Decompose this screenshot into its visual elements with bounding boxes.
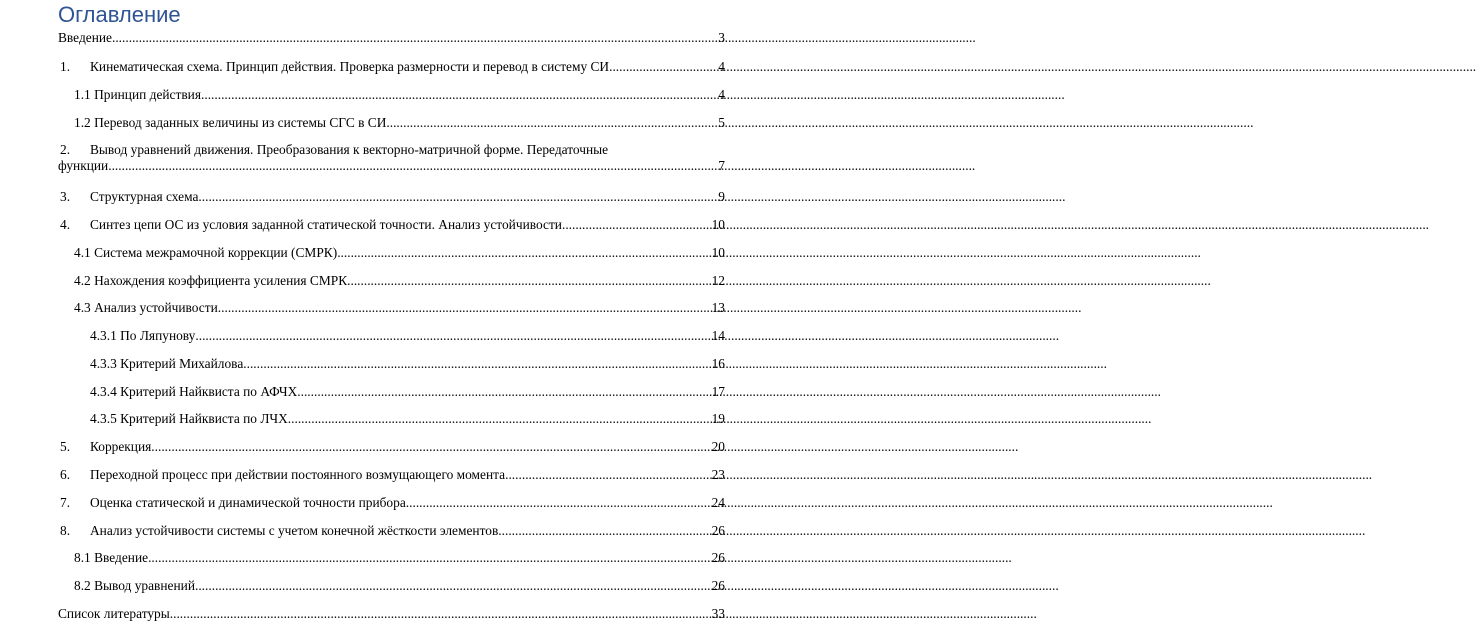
toc-leader-dots (243, 356, 711, 372)
toc-entry-page: 7 (718, 158, 725, 173)
toc-entry-page: 3 (718, 30, 725, 45)
toc-entry-text: 4.1 Система межрамочной коррекции (СМРК) (74, 245, 338, 260)
toc-leader-dots (173, 606, 712, 622)
toc-entry-text: Кинематическая схема. Принцип действия. Проверка размерности и перевод в систему СИ. (90, 59, 613, 74)
toc-leader-dots (112, 158, 719, 174)
toc-entry-section-8-2[interactable] (74, 578, 725, 594)
toc-entry-text: 4.3 Анализ устойчивости (74, 300, 218, 315)
toc-entry-section-8-1[interactable] (74, 550, 725, 566)
toc-entry-text-continued: функции. (58, 158, 112, 173)
toc-entry-number: 5. (60, 439, 71, 454)
toc-leader-dots (112, 30, 718, 46)
toc-entry-page: 10 (711, 245, 725, 260)
toc-leader-dots (508, 467, 711, 483)
toc-entry-text: Коррекция. (90, 439, 155, 454)
toc-entry-section-4-3-5[interactable] (90, 411, 725, 427)
toc-entry-section-4-3-1[interactable] (90, 328, 725, 344)
toc-entry-text: 8.1 Введение (74, 550, 149, 565)
toc-entry-introduction[interactable] (58, 30, 725, 46)
toc-leader-dots (390, 115, 719, 131)
toc-entry-text: 4.3.1 По Ляпунову (90, 328, 196, 343)
toc-entry-text: 1.1 Принцип действия (74, 87, 201, 102)
toc-entry-section-4[interactable] (58, 217, 725, 233)
toc-leader-dots (297, 384, 711, 400)
toc-entry-page: 23 (711, 467, 725, 482)
toc-entry-text: Структурная схема. (90, 189, 202, 204)
toc-entry-text: Переходной процесс при действии постоянного возмущающего момента. (90, 467, 509, 482)
toc-entry-page: 10 (711, 217, 725, 232)
toc-entry-page: 19 (711, 411, 725, 426)
toc-title: Оглавление (58, 2, 181, 27)
toc-entry-section-3[interactable] (58, 189, 725, 205)
toc-entry-text: 4.3.4 Критерий Найквиста по АФЧХ (90, 384, 298, 399)
toc-entry-section-4-3[interactable] (74, 300, 725, 316)
toc-leader-dots (148, 550, 712, 566)
toc-entry-page: 9 (718, 189, 725, 204)
toc-entry-page: 13 (711, 300, 725, 315)
toc-entry-page: 12 (711, 273, 725, 288)
toc-entry-text: Список литературы. (58, 606, 174, 621)
toc-leader-dots (218, 300, 712, 316)
toc-entry-section-6[interactable] (58, 467, 725, 483)
toc-entry-section-2[interactable] (58, 142, 725, 174)
toc-entry-text: Оценка статической и динамической точности прибора. (90, 495, 410, 510)
toc-entry-number: 7. (60, 495, 71, 510)
toc-entry-text: Вывод уравнений движения. Преобразования к векторно-матричной форме. Передаточные (90, 142, 609, 157)
toc-leader-dots (195, 328, 711, 344)
toc-entry-section-8[interactable] (58, 523, 725, 539)
toc-entry-page: 4 (718, 59, 725, 74)
toc-entry-references[interactable] (58, 606, 725, 622)
toc-entry-text: Введение (58, 30, 112, 45)
toc-entry-page: 4 (718, 87, 725, 102)
toc-entry-number: 8. (60, 523, 71, 538)
toc-entry-section-4-2[interactable] (74, 273, 725, 289)
toc-entry-page: 26 (711, 578, 725, 593)
toc-entry-text: Синтез цепи ОС из условия заданной статической точности. Анализ устойчивости. (90, 217, 566, 232)
toc-leader-dots (201, 87, 718, 103)
toc-entry-section-5[interactable] (58, 439, 725, 455)
toc-leader-dots (409, 495, 711, 511)
toc-entry-text: Анализ устойчивости системы с учетом конечной жёсткости элементов. (90, 523, 502, 538)
toc-entry-page: 26 (711, 523, 725, 538)
toc-entry-page: 16 (711, 356, 725, 371)
toc-entry-section-4-3-3[interactable] (90, 356, 725, 372)
toc-entry-number: 6. (60, 467, 71, 482)
toc-leader-dots (565, 217, 711, 233)
toc-entry-section-4-1[interactable] (74, 245, 725, 261)
toc-entry-section-1-1[interactable] (74, 87, 725, 103)
toc-entry-page: 17 (711, 384, 725, 399)
toc-entry-page: 26 (711, 550, 725, 565)
toc-leader-dots (502, 523, 712, 539)
toc-entry-section-1-2[interactable] (74, 115, 725, 131)
toc-entry-number: 3. (60, 189, 71, 204)
toc-entry-page: 5 (718, 115, 725, 130)
toc-entry-section-1[interactable] (58, 59, 725, 75)
toc-entry-text: 4.3.5 Критерий Найквиста по ЛЧХ (90, 411, 288, 426)
toc-entry-page: 33 (711, 606, 725, 621)
toc-leader-dots (612, 59, 718, 75)
toc-entry-text: 4.3.3 Критерий Михайлова (90, 356, 244, 371)
toc-entry-page: 14 (711, 328, 725, 343)
toc-leader-dots (195, 578, 712, 594)
toc-leader-dots (337, 245, 711, 261)
toc-leader-dots (202, 189, 719, 205)
toc-leader-dots (288, 411, 712, 427)
toc-entry-number: 2. (60, 142, 71, 157)
toc-entry-page: 20 (711, 439, 725, 454)
toc-leader-dots (347, 273, 711, 289)
toc-entry-section-4-3-4[interactable] (90, 384, 725, 400)
toc-leader-dots (155, 439, 712, 455)
toc-entry-section-7[interactable] (58, 495, 725, 511)
toc-entry-text: 4.2 Нахождения коэффициента усиления СМРК (74, 273, 348, 288)
toc-entry-number: 4. (60, 217, 71, 232)
toc-entry-number: 1. (60, 59, 71, 74)
toc-entry-page: 24 (711, 495, 725, 510)
toc-entry-text: 1.2 Перевод заданных величины из системы СГС в СИ. (74, 115, 390, 130)
toc-entry-text: 8.2 Вывод уравнений (74, 578, 195, 593)
